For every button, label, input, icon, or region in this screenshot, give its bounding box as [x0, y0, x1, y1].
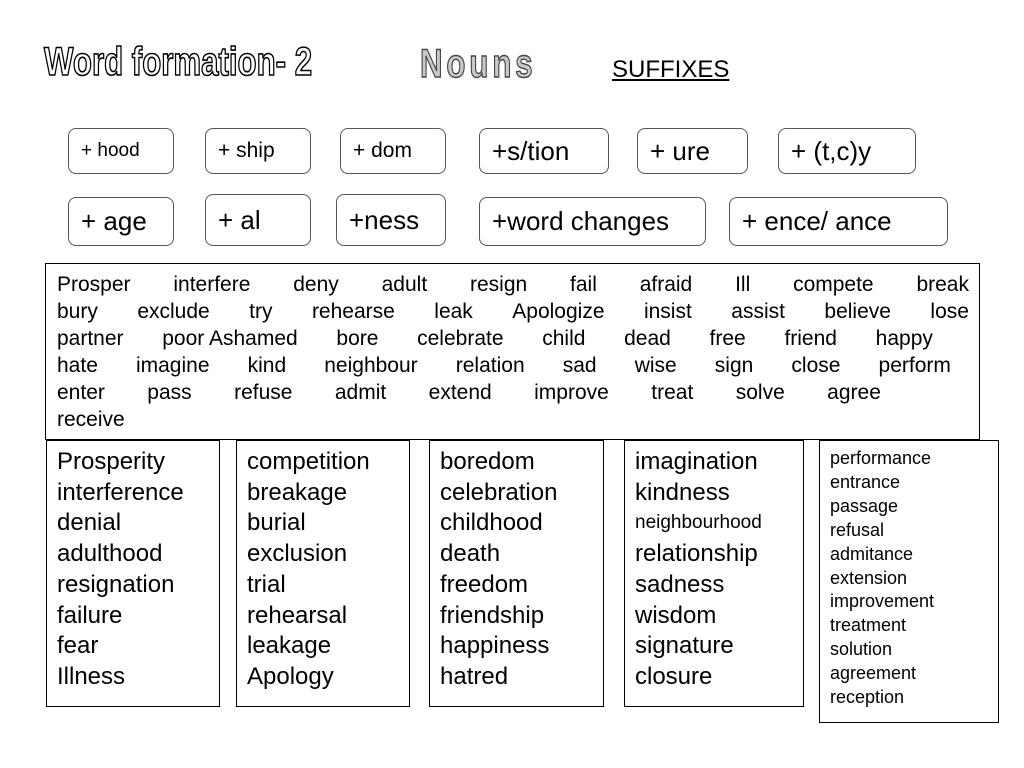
base-word: friend [784, 327, 837, 350]
suffix-pill-label: + al [218, 204, 261, 235]
answer-column-3 [429, 440, 604, 707]
base-word: break [916, 273, 969, 296]
noun-answer: solution [830, 639, 893, 660]
base-word: compete [793, 273, 874, 296]
base-word: improve [534, 381, 609, 404]
noun-answer: celebration [440, 478, 558, 506]
noun-answer: Illness [57, 662, 126, 690]
base-word: bore [336, 327, 379, 350]
noun-answer: interference [57, 478, 184, 506]
noun-answer: kindness [635, 478, 730, 506]
noun-answer: rehearsal [247, 601, 348, 629]
suffix-pill-label: + ence/ ance [742, 206, 892, 236]
noun-answer: fear [57, 632, 99, 660]
suffix-pill-label: +word changes [492, 206, 670, 236]
noun-answer: neighbourhood [635, 512, 762, 534]
base-word: enter [57, 381, 105, 404]
base-word: fail [570, 273, 597, 296]
noun-answer: performance [830, 448, 932, 468]
answer-column-4 [624, 440, 804, 707]
base-word: extend [428, 381, 492, 404]
noun-answer: signature [635, 632, 734, 660]
base-word: rehearse [311, 300, 395, 323]
base-word: dead [624, 327, 671, 350]
suffix-pill-label: + hood [81, 140, 140, 161]
noun-answer: childhood [440, 509, 543, 537]
base-word: receive [57, 408, 125, 431]
base-word: wise [634, 354, 677, 377]
base-word: insist [643, 300, 692, 323]
noun-answer: trial [247, 570, 286, 598]
suffix-pill-label: +s/tion [492, 135, 570, 166]
noun-answer: agreement [830, 663, 917, 684]
suffix-pill-ness [336, 194, 446, 246]
suffix-pill-label: + age [81, 206, 147, 236]
noun-answer: entrance [830, 471, 901, 492]
base-word: kind [247, 354, 287, 377]
base-word: child [542, 327, 586, 350]
noun-answer: passage [830, 495, 899, 516]
noun-answer: denial [57, 509, 122, 537]
base-word: Apologize [512, 300, 605, 323]
noun-answer: refusal [830, 519, 885, 540]
answer-column-1 [46, 440, 220, 707]
base-word: hate [57, 354, 98, 377]
base-word: bury [57, 300, 98, 323]
noun-answer: admitance [830, 543, 914, 564]
noun-answer: improvement [830, 591, 935, 612]
answer-column-2 [236, 440, 410, 707]
base-word: neighbour [324, 354, 418, 377]
noun-answer: Apology [247, 662, 334, 690]
base-word: deny [293, 273, 339, 296]
noun-answer: friendship [440, 601, 545, 629]
suffix-pill-hood [68, 128, 174, 174]
suffix-pill-stion [479, 128, 609, 174]
base-word: free [709, 327, 746, 350]
noun-answer: wisdom [635, 601, 717, 629]
base-word: pass [147, 381, 192, 404]
base-word: refuse [234, 381, 293, 404]
base-word: celebrate [417, 327, 504, 350]
noun-answer: happiness [440, 632, 550, 660]
base-words-row [57, 406, 969, 433]
suffix-pill-tcy [778, 128, 916, 174]
noun-answer: boredom [440, 448, 535, 475]
base-word: close [791, 354, 841, 377]
base-word: treat [651, 381, 694, 404]
base-word: Prosper [57, 273, 131, 296]
noun-answer: sadness [635, 570, 725, 598]
noun-answer: hatred [440, 662, 509, 690]
suffix-pill-ure [637, 128, 748, 174]
noun-answer: closure [635, 662, 713, 690]
base-word: afraid [639, 273, 693, 296]
noun-answer: Prosperity [57, 448, 166, 475]
base-word: believe [824, 300, 891, 323]
suffix-pill-ship [205, 128, 311, 174]
noun-answer: burial [247, 509, 306, 537]
base-word: poor Ashamed [162, 327, 298, 350]
base-word: lose [930, 300, 969, 323]
base-words-row [57, 271, 969, 298]
noun-answer: freedom [440, 570, 529, 598]
base-word: sad [562, 354, 597, 377]
suffix-pill-label: + dom [353, 139, 412, 162]
base-word: agree [827, 381, 881, 404]
base-word: resign [469, 273, 528, 296]
suffix-pill-label: +ness [349, 204, 420, 235]
base-word: exclude [137, 300, 210, 323]
page-title: Word formation- 2 [44, 40, 313, 84]
suffix-pill-label: + (t,c)y [791, 135, 872, 166]
base-words-row [57, 325, 933, 352]
base-word: Ill [735, 273, 751, 296]
suffix-pill-label: + ure [650, 135, 710, 166]
noun-answer: competition [247, 448, 370, 475]
base-word: leak [434, 300, 473, 323]
noun-answer: relationship [635, 540, 758, 568]
base-word: try [249, 300, 273, 323]
noun-answer: breakage [247, 478, 348, 506]
base-word: relation [455, 354, 525, 377]
base-word: imagine [135, 354, 210, 377]
suffix-pill-al [205, 194, 311, 246]
noun-answer: reception [830, 687, 905, 708]
page-subtitle: Nouns [420, 42, 537, 86]
base-word: adult [381, 273, 428, 296]
base-word: interfere [173, 273, 251, 296]
noun-answer: treatment [830, 615, 907, 636]
base-word: solve [735, 381, 785, 404]
noun-answer: leakage [247, 632, 332, 660]
base-word: partner [57, 327, 124, 350]
noun-answer: death [440, 540, 501, 568]
noun-answer: imagination [635, 448, 758, 475]
suffix-pill-label: + ship [218, 139, 275, 162]
base-word: sign [714, 354, 754, 377]
base-word: happy [875, 327, 933, 350]
suffix-pill-age [68, 197, 174, 246]
noun-answer: exclusion [247, 540, 348, 568]
noun-answer: failure [57, 601, 123, 629]
base-words-row [57, 352, 951, 379]
base-words-row [57, 298, 969, 325]
noun-answer: adulthood [57, 540, 163, 568]
noun-answer: extension [830, 567, 908, 588]
suffix-pill-word-changes [479, 197, 706, 246]
base-word: admit [334, 381, 387, 404]
base-words-box [45, 263, 980, 440]
suffix-pill-ence-ance [729, 197, 948, 246]
noun-answer: resignation [57, 570, 175, 598]
answer-column-5 [819, 440, 999, 723]
base-words-row [57, 379, 881, 406]
base-word: perform [878, 354, 951, 377]
suffixes-heading: SUFFIXES [612, 56, 730, 83]
base-word: assist [731, 300, 785, 323]
suffix-pill-dom [340, 128, 446, 174]
